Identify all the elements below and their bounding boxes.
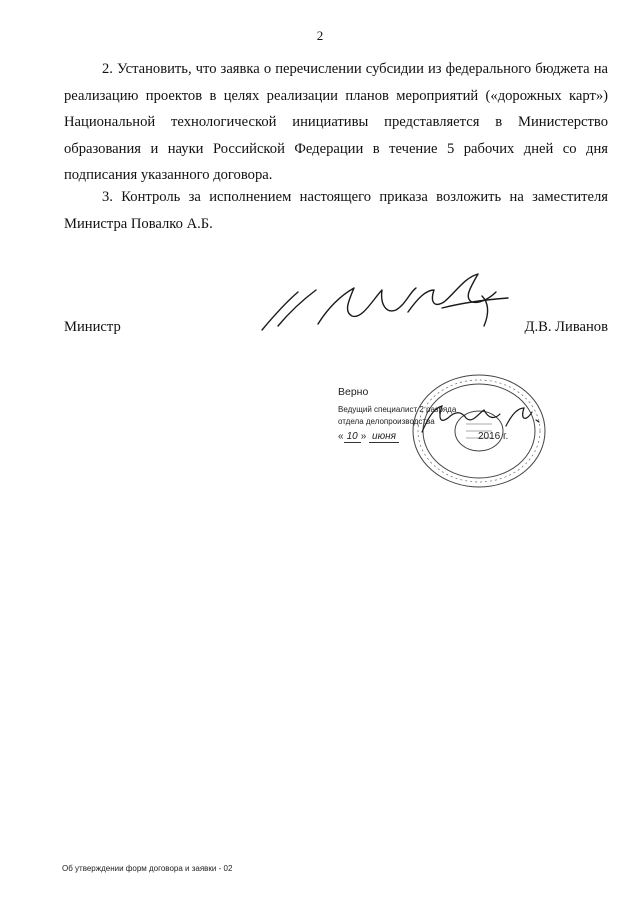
- certification-title: Верно: [338, 386, 369, 398]
- signer-position: Министр: [64, 319, 121, 335]
- document-footer: Об утверждении форм договора и заявки - 02: [62, 864, 233, 873]
- certification-day: 10: [344, 431, 361, 443]
- signer-name: Д.В. Ливанов: [524, 319, 608, 335]
- certification-month: июня: [369, 431, 399, 443]
- page-number: 2: [316, 28, 324, 43]
- paragraph-item-2: 2. Установить, что заявка о перечислении субсидии из федерального бюджета на реализацию проектов в целях реализации планов мероприятий («дорожных карт») Национальной технологической инициативы представляется в Министерство образования и науки Российской Федерации в течение 5 рабочих дней со дня подписания указанного договора.: [64, 61, 608, 183]
- certifier-position: Ведущий специалист 2 разряда: [338, 405, 457, 414]
- minister-signature-image: [258, 268, 518, 338]
- certifier-department: отдела делопроизводства: [338, 417, 435, 426]
- certification-year: 2016 г.: [478, 431, 509, 442]
- certification-date: « 10 » июня 2016 г.: [338, 431, 509, 442]
- paragraph-item-3: 3. Контроль за исполнением настоящего приказа возложить на заместителя Министра Повалко А.Б.: [64, 189, 608, 232]
